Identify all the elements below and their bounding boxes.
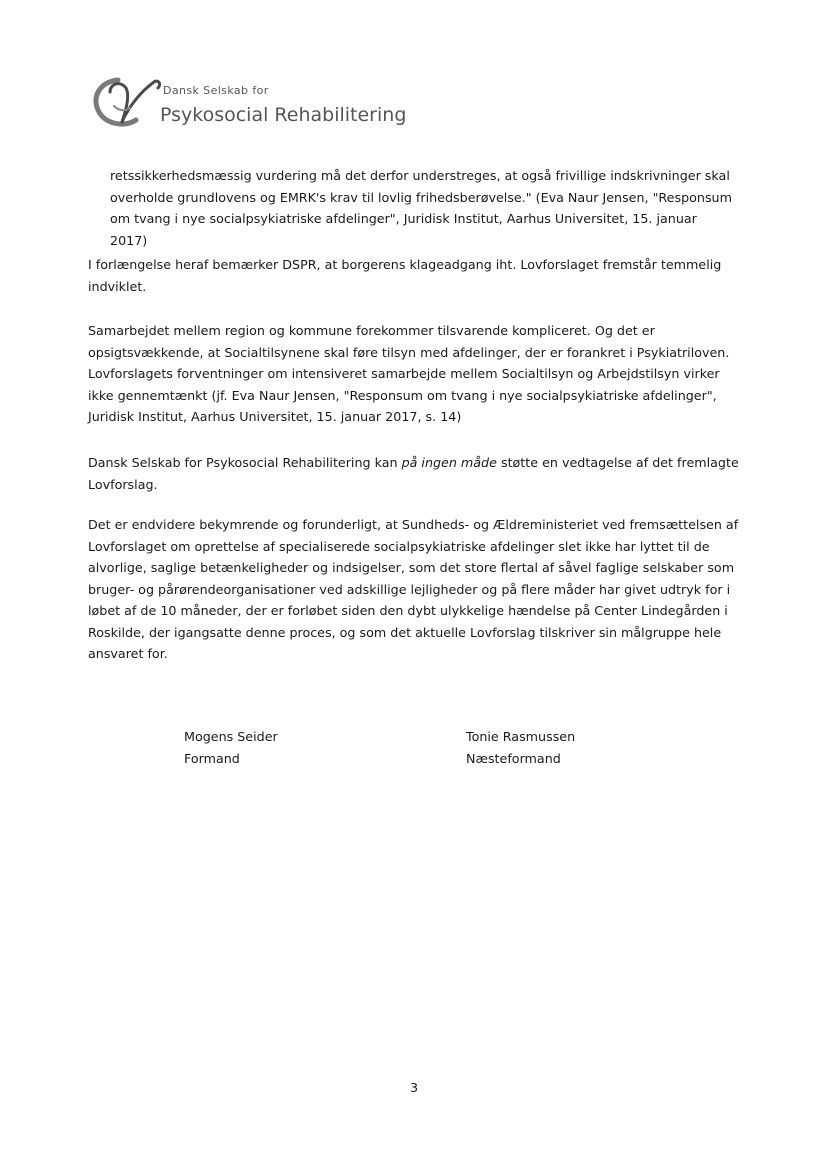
paragraph-no-support <box>88 452 740 495</box>
page-number: 3 <box>409 1080 419 1095</box>
paragraph-concern: Det er endvidere bekymrende og forunderligt, at Sundheds- og Ældreministeriet ved fremsættelsen af Lovforslaget om oprettelse af specialiserede socialpsykiatriske afdelinger slet ikke har lyttet til de alvorlige, saglige betænkeligheder og indsigelser, som det store flertal af såvel faglige selskaber som bruger- og pårørendeorganisationer ved adskillige lejligheder og på flere måder har givet udtryk for i løbet af de 10 måneder, der er forløbet siden den dybt ulykkelige hændelse på Center Lindegården i Roskilde, der igangsatte denne proces, og som det aktuelle Lovforslag tilskriver sin målgruppe hele ansvaret for. <box>88 517 739 661</box>
no-support-text-start: Dansk Selskab for Psykosocial Rehabilitering kan <box>88 455 402 470</box>
signature-title: Formand <box>184 750 240 766</box>
logo-title: Psykosocial Rehabilitering <box>160 104 407 126</box>
signature-name: Tonie Rasmussen <box>466 729 576 744</box>
no-support-emphasis: på ingen måde <box>401 455 497 470</box>
signature-name: Mogens Seider <box>184 729 278 744</box>
no-support-text-end: støtte en vedtagelse af det fremlagte Lovforslag. <box>88 455 739 492</box>
logo-mark-icon <box>88 70 168 132</box>
paragraph-cooperation: Samarbejdet mellem region og kommune forekommer tilsvarende kompliceret. Og det er opsigtsvækkende, at Socialtilsynene skal føre tilsyn med afdelinger, der er forankret i Psykiatriloven. Lovforslagets forventninger om intensiveret samarbejde mellem Socialtilsyn og Arbejdstilsyn virker ikke gennemtænkt (jf. Eva Naur Jensen, "Responsum om tvang i nye socialpsykiatriske afdelinger", Juridisk Institut, Aarhus Universitet, 15. januar 2017, s. 14) <box>88 323 730 424</box>
signature-chairman <box>184 726 278 769</box>
paragraph-quote-continuation: retssikkerhedsmæssig vurdering må det derfor understreges, at også frivillige indskrivninger skal overholde grundlovens og EMRK's krav til lovlig frihedsberøvelse." (Eva Naur Jensen, "Responsum om tvang i nye socialpsykiatriske afdelinger", Juridisk Institut, Aarhus Universitet, 15. januar 2017) <box>110 168 732 248</box>
organization-logo <box>88 70 408 132</box>
signature-title: Næsteformand <box>466 750 561 766</box>
paragraph-complaint-access: I forlængelse heraf bemærker DSPR, at borgerens klageadgang iht. Lovforslaget fremstår temmelig indviklet. <box>88 257 722 294</box>
signature-vice-chairman <box>466 726 575 769</box>
logo-subtitle: Dansk Selskab for <box>163 84 269 97</box>
